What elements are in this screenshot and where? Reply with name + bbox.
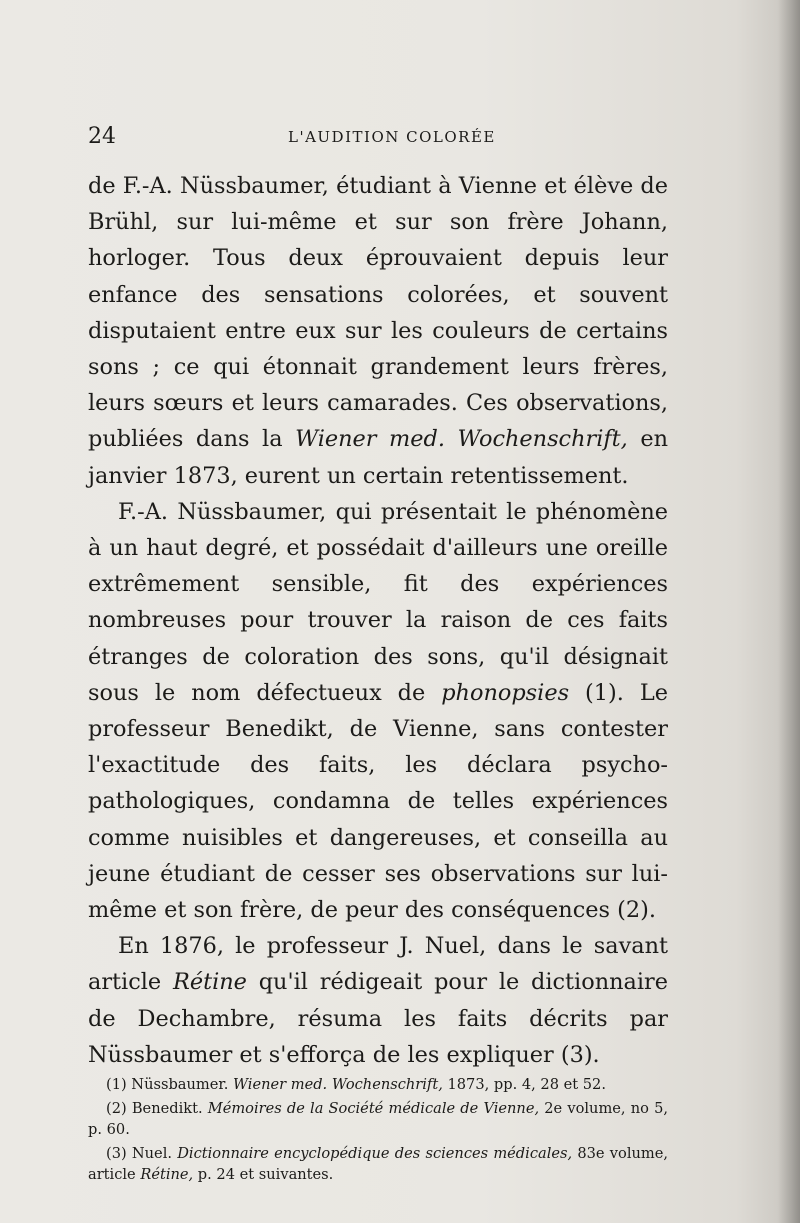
italic-text: Rétine, — [140, 1166, 194, 1183]
text-run: (1). Le professeur Benedikt, de Vienne, sans contester l'exactitude des faits, les déclara psycho-pathologiques, condamna de telles expériences comme nuisibles et dangereuses, et conseilla au jeune étudiant de cesser ses observations sur lui-même et son frère, de peur des conséquences (2). — [88, 679, 668, 924]
text-run: 2e volume, no 5, p. 60. — [88, 1100, 668, 1138]
running-title: L'AUDITION COLORÉE — [288, 128, 496, 146]
text-run: (2) Benedikt. — [106, 1100, 208, 1117]
text-run: En 1876, le professeur J. Nuel, dans le savant article — [88, 933, 668, 996]
running-head — [88, 124, 668, 154]
text-run: (3) Nuel. — [106, 1145, 178, 1162]
body-text — [88, 168, 668, 1073]
italic-text: Dictionnaire encyclopédique des sciences médicales, — [177, 1145, 573, 1162]
footnote-1 — [88, 1074, 668, 1095]
text-run: en janvier 1873, eurent un certain retentissement. — [88, 426, 668, 489]
footnote-3 — [88, 1143, 668, 1185]
footnotes — [88, 1074, 668, 1188]
footnote-2 — [88, 1098, 668, 1140]
text-run: (1) Nüssbaumer. — [106, 1076, 234, 1093]
italic-text: Rétine — [172, 969, 247, 996]
text-run: 1873, pp. 4, 28 et 52. — [442, 1076, 606, 1093]
italic-text: Mémoires de la Société médicale de Vienne, — [207, 1100, 540, 1117]
italic-text: Wiener med. Wochenschrift, — [233, 1076, 443, 1093]
text-run: p. 24 et suivantes. — [193, 1166, 334, 1183]
page-number: 24 — [88, 124, 116, 149]
text-run: qu'il rédigeait pour le dictionnaire de Dechambre, résuma les faits décrits par Nüssbaumer et s'efforça de les expliquer (3). — [88, 969, 669, 1068]
paragraph-3 — [88, 928, 668, 1073]
italic-text: Wiener med. Wochenschrift, — [295, 426, 628, 453]
italic-text: phonopsies — [441, 679, 570, 706]
text-run: 83e volume, article — [88, 1145, 669, 1183]
paragraph-2 — [88, 494, 668, 928]
text-run: F.-A. Nüssbaumer, qui présentait le phénomène à un haut degré, et possédait d'ailleurs une oreille extrêmement sensible, fit des expériences nombreuses pour trouver la raison de ces faits étranges de coloration des sons, qu'il désignait sous le nom défectueux de — [88, 498, 668, 706]
paragraph-1 — [88, 168, 668, 494]
text-run: de F.-A. Nüssbaumer, étudiant à Vienne et élève de Brühl, sur lui-même et sur son frère Johann, horloger. Tous deux éprouvaient depuis leur enfance des sensations colorées, et souvent disputaient entre eux sur les couleurs de certains sons ; ce qui étonnait grandement leurs frères, leurs sœurs et leurs camarades. Ces observations, publiées dans la — [88, 173, 668, 453]
page-edge-shadow — [778, 0, 800, 1223]
